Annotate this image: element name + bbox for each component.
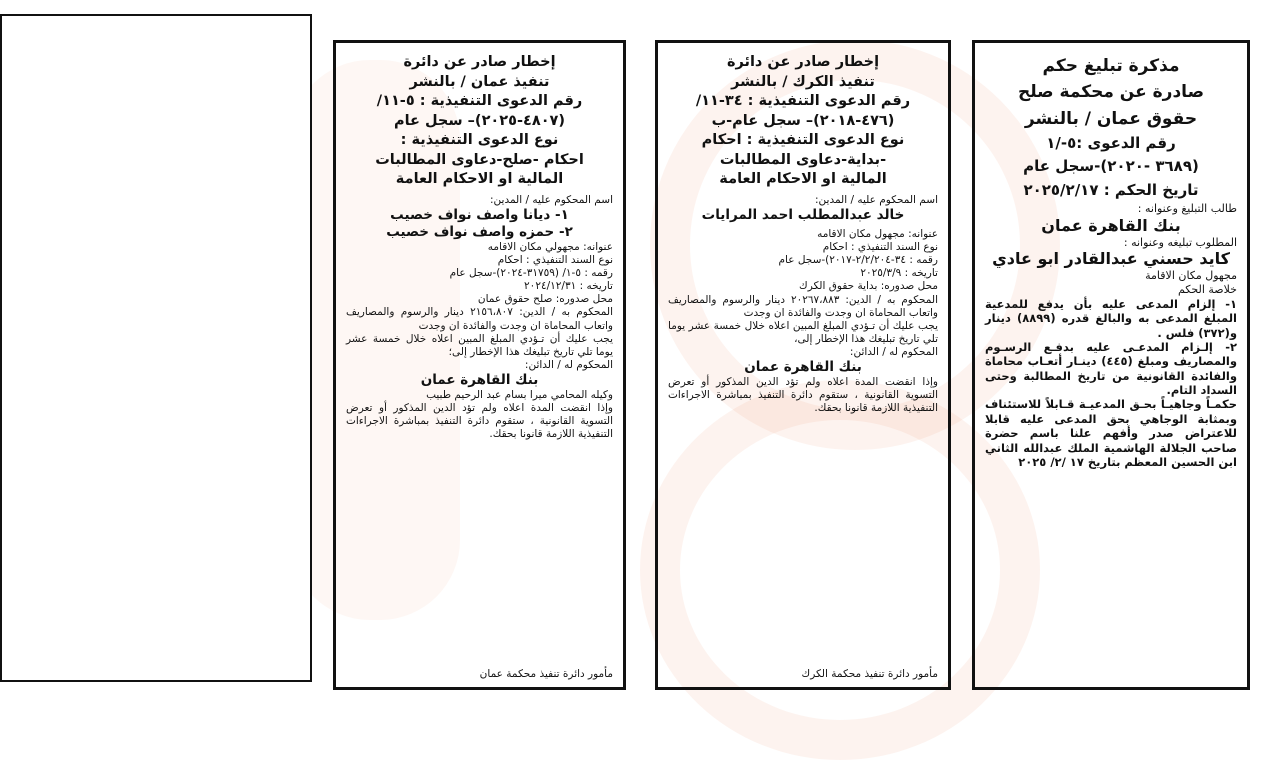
debtor-name: ١- ديانا واصف نواف خصيب [390,207,569,224]
judgment-amount: المحكوم به / الدين: ٢٠٢٦٧،٨٨٣ دينار والرسوم والمصاريف واتعاب المحاماة ان وجدت والفائدة ان وجدت [668,293,938,319]
notice-karak-execution [655,40,951,690]
notice-amman-execution [333,40,626,690]
judgment-date: تاريخ الحكم : ٢٠٢٥/٢/١٧ [1023,180,1199,199]
requester-label: طالب التبليغ وعنوانه : [1137,201,1237,215]
debtor-name: خالد عبدالمطلب احمد المرايات [701,207,905,224]
recipient-label: المطلوب تبليغه وعنوانه : [1123,235,1237,249]
signature: مأمور دائرة تنفيذ محكمة عمان [479,667,613,680]
notice-judgment-summons [972,40,1250,690]
doc-number: رقمه : ٥-١/ (٣١٧٥٩-٢٠٢٤)-سجل عام [449,267,613,280]
address: عنوانه: مجهولي مكان الاقامه [487,240,613,253]
debtor-label: اسم المحكوم عليه / المدين: [815,193,938,206]
creditor-agent: وكيله المحامي ميرا بسام عبد الرحيم طبيب [426,388,613,401]
requester-name: بنك القاهرة عمان [1041,215,1181,235]
obligation-text: يجب عليك أن تـؤدي المبلغ المبين اعلاه خلال خمسة عشر يوما تلي تاريخ تبليغك هذا الإخطار إلى؛ [346,332,613,358]
debtor-label: اسم المحكوم عليه / المدين: [490,193,613,206]
blank-ad-box [0,14,312,682]
issued-by: محل صدوره: بداية حقوق الكرك [799,280,938,293]
signature: مأمور دائرة تنفيذ محكمة الكرك [801,667,938,680]
address: عنوانه: مجهول مكان الاقامه [817,227,938,240]
creditor-name: بنك القاهرة عمان [744,359,862,376]
doc-date: تاريخه : ٢٠٢٤/١٢/٣١ [524,280,613,293]
notice-title: إخطار صادر عن دائرة تنفيذ عمان / بالنشر رقم الدعوى التنفيذية : ٥-١١/ (٤٨٠٧-٢٠٢٥)– سجل عام نوع الدعوى التنفيذية : احكام -صلح-دعاوى المطالبات المالية او الاحكام العامة [375,54,584,188]
closing-text: حكمـاً وجاهيـاً بحـق المدعيـة قـابلاً للاستئناف وبمثابة الوجاهي بحق المدعى عليه قابلا للاعتراض صدر وأفهم علنا باسم حضرة صاحب الجلالة الهاشمية الملك عبدالله الثاني ابن الحسين المعظم بتاريخ ١٧ /٢/ ٢٠٢٥ [985,397,1237,469]
notice-title: إخطار صادر عن دائرة تنفيذ الكرك / بالنشر رقم الدعوى التنفيذية : ٣٤-١١/ (٤٧٦-٢٠١٨)– سجل عام-ب نوع الدعوى التنفيذية : احكام -بداية-دعاوى المطالبات المالية او الاحكام العامة [695,54,911,188]
judgment-amount: المحكوم به / الدين: ٢١٥٦،٨٠٧ دينار والرسوم والمصاريف واتعاب المحاماة ان وجدت والفائدة ان وجدت [346,306,613,332]
warning-text: وإذا انقضت المدة اعلاه ولم تؤد الدين المذكور أو تعرض التسوية القانونية ، ستقوم دائرة التنفيذ بمباشرة الاجراءات التنفيذية اللازمة قانونا بحقك. [668,376,938,415]
doc-type: نوع السند التنفيذي : احكام [497,253,613,266]
debtor-name: ٢- حمزه واصف نواف خصيب [386,223,573,240]
obligation-text: يجب عليك أن تـؤدي المبلغ المبين اعلاه خلال خمسة عشر يوما تلي تاريخ تبليغك هذا الإخطار إلى، [668,319,938,345]
doc-type: نوع السند التنفيذي : احكام [822,241,938,254]
creditor-name: بنك القاهرة عمان [420,372,539,389]
doc-number: رقمه : ٣٤-٢/٢/٢٠٤-٢٠١٧)-سجل عام [778,254,938,267]
creditor-label: المحكوم له / الدائن: [849,346,938,359]
judgment-item: ١- إلزام المدعى عليه بأن يدفع للمدعية المبلغ المدعى به والبالغ قدره (٨٨٩٩) دينار و(٣٧٢) فلس . [985,296,1238,340]
case-number-year: (٣٦٨٩ -٢٠٢٠)-سجل عام [1023,157,1199,176]
warning-text: وإذا انقضت المدة اعلاه ولم تؤد الدين المذكور أو تعرض التسوية القانونية ، ستقوم دائرة التنفيذ بمباشرة الاجراءات التنفيذية اللازمة قانونا بحقك. [346,402,613,441]
case-number: رقم الدعوى :٥-/١ [1046,134,1176,153]
address: مجهول مكان الاقامة [1145,269,1237,283]
recipient-name: كايد حسني عبدالقادر ابو عادي [992,249,1230,269]
creditor-label: المحكوم له / الدائن: [524,358,613,371]
issued-by: محل صدوره: صلح حقوق عمان [477,293,613,306]
doc-date: تاريخه : ٢٠٢٥/٣/٩ [860,267,938,280]
summary-label: خلاصة الحكم [1177,283,1237,297]
notice-title: مذكرة تبليغ حكم صادرة عن محكمة صلح حقوق عمان / بالنشر [1017,56,1204,129]
judgment-item: ٢- إلـزام المدعـى عليه بدفـع الرسـوم والمصاريف ومبلغ (٤٤٥) دينـار أتعـاب محاماة والفائدة القانونية من تاريخ المطالبة وحتى السداد التام. [985,339,1237,398]
